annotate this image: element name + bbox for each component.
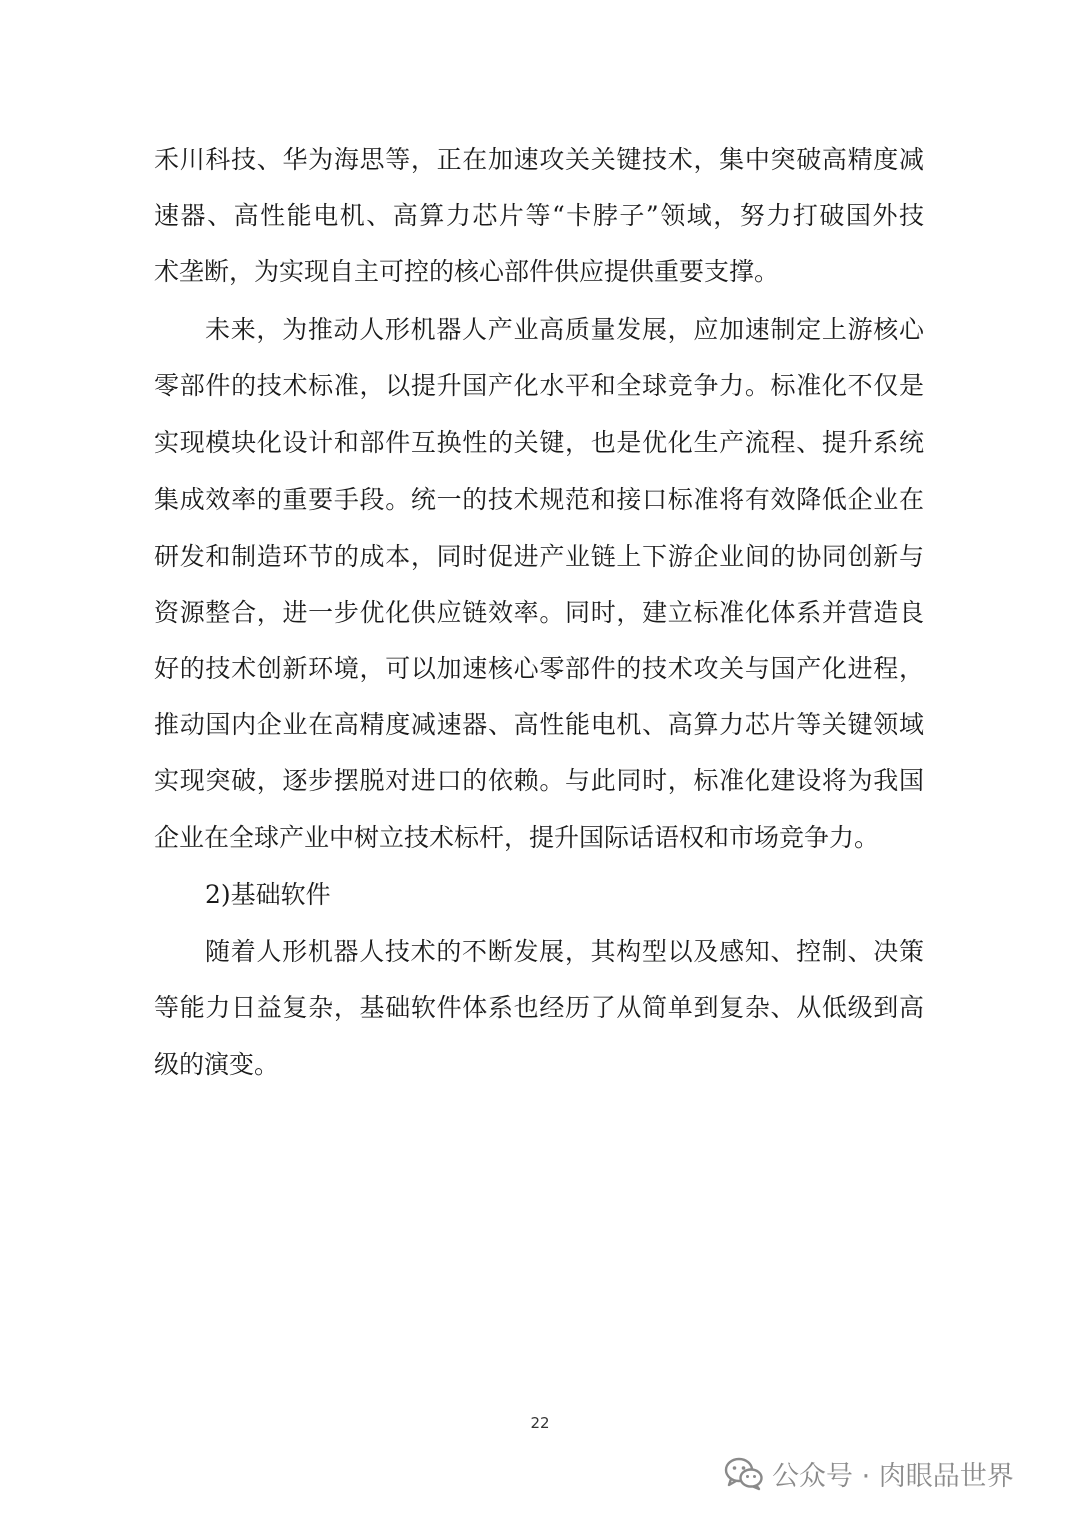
paragraph-line: 随着人形机器人技术的不断发展，其构型以及感知、控制、决策	[205, 937, 924, 966]
paragraph-line: 未来，为推动人形机器人产业高质量发展，应加速制定上游核心	[205, 315, 924, 344]
paragraph-line: 集成效率的重要手段。统一的技术规范和接口标准将有效降低企业在	[154, 485, 924, 514]
wechat-icon	[724, 1457, 764, 1491]
watermark	[724, 1454, 1014, 1493]
paragraph-line: 企业在全球产业中树立技术标杆，提升国际话语权和市场竞争力。	[154, 823, 880, 852]
paragraph-line: 实现突破，逐步摆脱对进口的依赖。与此同时，标准化建设将为我国	[154, 766, 924, 795]
paragraph-line: 研发和制造环节的成本，同时促进产业链上下游企业间的协同创新与	[154, 542, 924, 571]
paragraph-line: 资源整合，进一步优化供应链效率。同时，建立标准化体系并营造良	[154, 598, 924, 627]
paragraph-line: 实现模块化设计和部件互换性的关键，也是优化生产流程、提升系统	[154, 428, 924, 457]
paragraph-line: 好的技术创新环境，可以加速核心零部件的技术攻关与国产化进程，	[154, 654, 924, 683]
paragraph-line: 零部件的技术标准，以提升国产化水平和全球竞争力。标准化不仅是	[154, 371, 924, 400]
paragraph-line: 级的演变。	[154, 1050, 280, 1079]
section-heading: 2)基础软件	[205, 880, 331, 909]
paragraph-line: 推动国内企业在高精度减速器、高性能电机、高算力芯片等关键领域	[154, 710, 924, 739]
paragraph-line: 等能力日益复杂，基础软件体系也经历了从简单到复杂、从低级到高	[154, 993, 924, 1022]
paragraph-line: 禾川科技、华为海思等，正在加速攻关关键技术，集中突破高精度减	[154, 145, 924, 174]
watermark-text: 公众号 · 肉眼品世界	[772, 1461, 1014, 1492]
page-number: 22	[530, 1414, 550, 1432]
paragraph-line: 术垄断，为实现自主可控的核心部件供应提供重要支撑。	[154, 257, 780, 286]
paragraph-line: 速器、高性能电机、高算力芯片等“卡脖子”领域，努力打破国外技	[154, 201, 924, 230]
